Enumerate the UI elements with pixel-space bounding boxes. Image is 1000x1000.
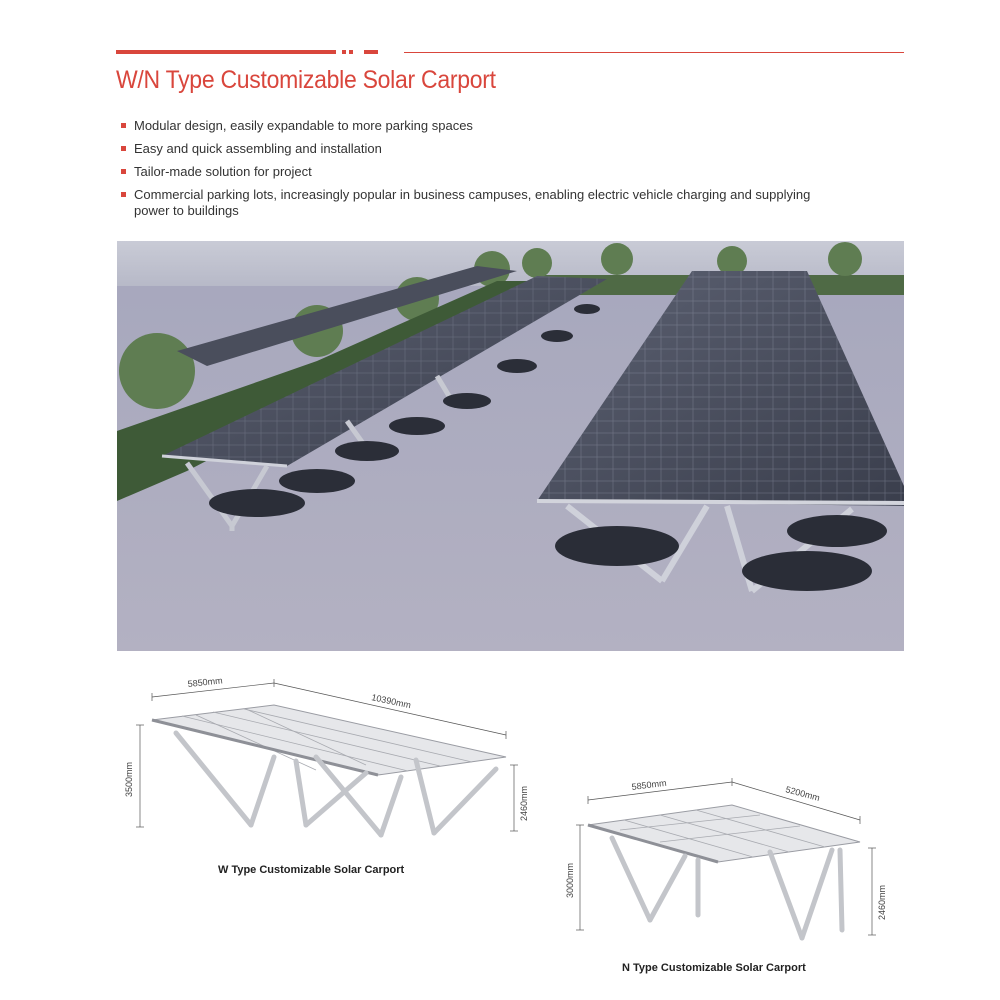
header-rule-line xyxy=(404,52,904,53)
n-height-high-label: 3000mm xyxy=(565,862,575,898)
w-height-low-label: 2460mm xyxy=(519,785,529,821)
page-title: W/N Type Customizable Solar Carport xyxy=(116,66,496,94)
n-length-label: 5200mm xyxy=(784,784,821,803)
w-type-caption: W Type Customizable Solar Carport xyxy=(218,864,405,876)
w-length-label: 10390mm xyxy=(370,692,412,711)
n-width-label: 5850mm xyxy=(631,777,667,792)
feature-list xyxy=(120,118,820,226)
n-type-caption: N Type Customizable Solar Carport xyxy=(622,962,806,974)
feature-item: Tailor-made solution for project xyxy=(120,164,820,180)
w-width-label: 5850mm xyxy=(187,675,224,689)
carport-photo xyxy=(117,241,904,651)
w-type-diagram xyxy=(116,665,536,850)
n-type-diagram xyxy=(565,770,900,955)
w-height-high-label: 3500mm xyxy=(124,761,134,797)
n-height-low-label: 2460mm xyxy=(877,884,887,920)
header-rule-accent xyxy=(116,50,336,54)
feature-item: Modular design, easily expandable to more parking spaces xyxy=(120,118,820,134)
feature-item: Easy and quick assembling and installation xyxy=(120,141,820,157)
header-rule-dash xyxy=(364,50,378,54)
feature-item: Commercial parking lots, increasingly popular in business campuses, enabling electric vehicle charging and supplying power to buildings xyxy=(120,187,820,219)
